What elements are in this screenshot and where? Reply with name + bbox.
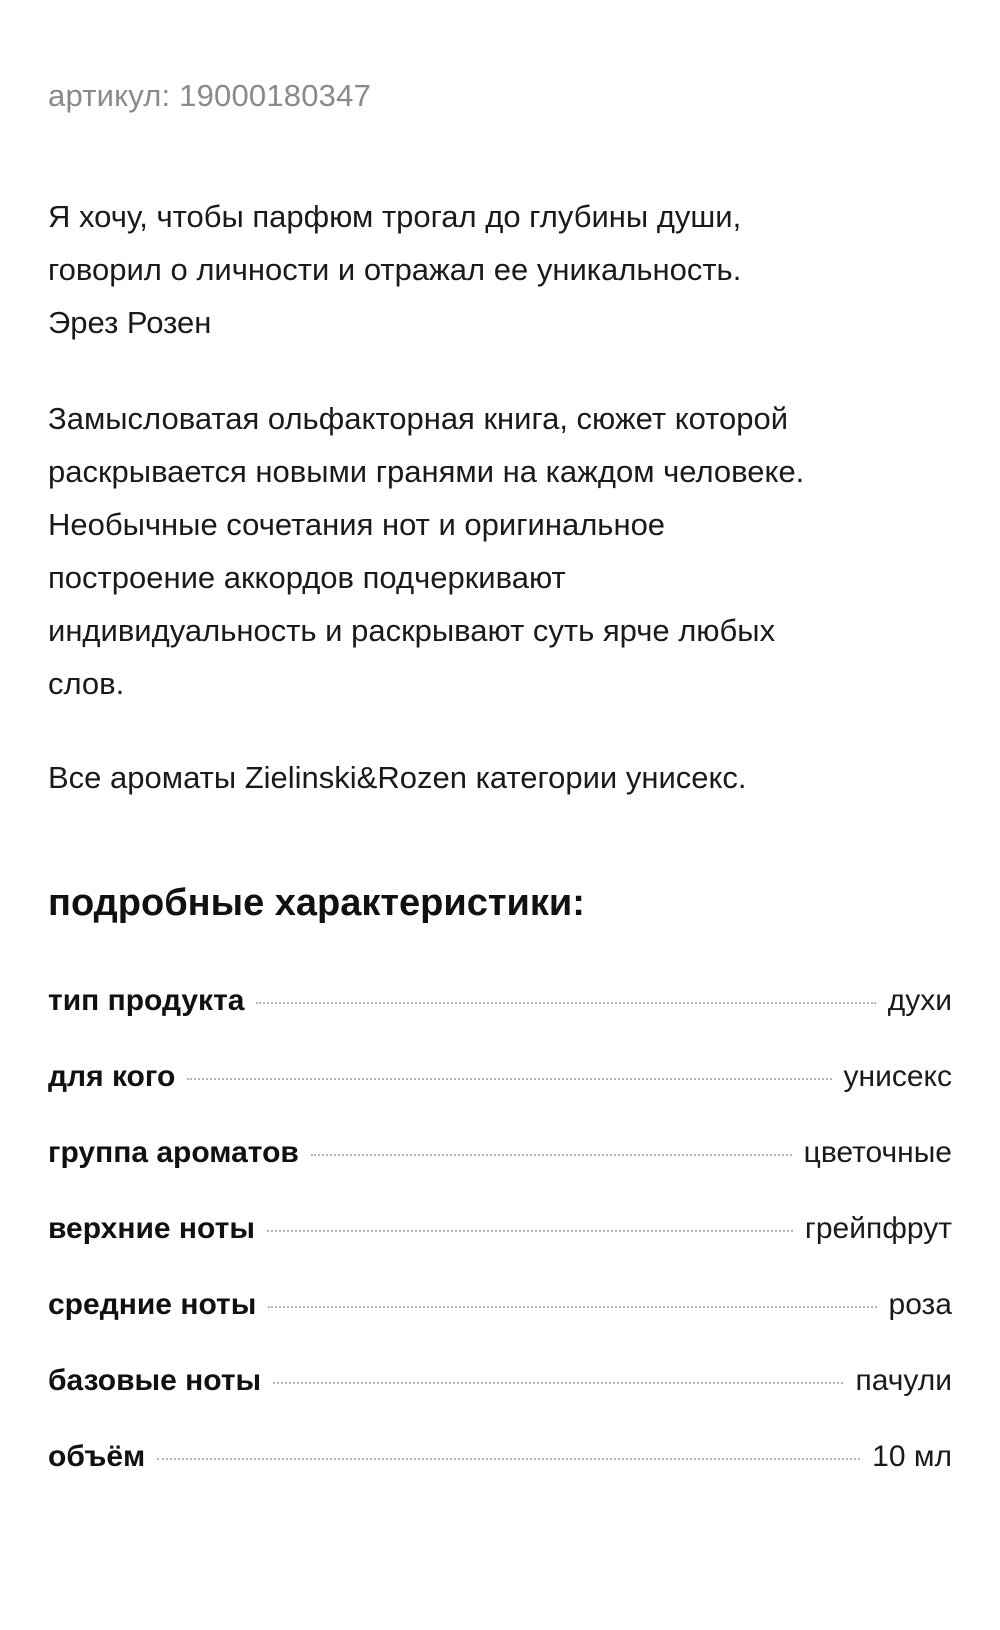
designer-quote bbox=[48, 190, 741, 349]
unisex-note bbox=[48, 751, 747, 804]
spec-row-fragrance-group bbox=[48, 1136, 952, 1212]
specs-list bbox=[48, 984, 952, 1516]
sku-label: артикул: 19000180347 bbox=[48, 78, 372, 113]
spec-value: унисекс bbox=[843, 1060, 952, 1093]
dotted-leader bbox=[157, 1458, 860, 1460]
spec-value: 10 мл bbox=[872, 1440, 952, 1473]
spec-value: роза bbox=[888, 1288, 952, 1321]
quote-author: Эрез Розен bbox=[48, 305, 212, 340]
dotted-leader bbox=[187, 1078, 831, 1080]
spec-value: пачули bbox=[855, 1364, 952, 1397]
spec-value: цветочные bbox=[803, 1136, 952, 1169]
spec-row-volume bbox=[48, 1440, 952, 1516]
dotted-leader bbox=[311, 1154, 792, 1156]
spec-label: для кого bbox=[48, 1060, 176, 1093]
quote-line: Я хочу, чтобы парфюм трогал до глубины души, bbox=[48, 199, 742, 234]
note-line: Все ароматы Zielinski&Rozen категории унисекс. bbox=[48, 760, 747, 795]
quote-line: говорил о личности и отражал ее уникальность. bbox=[48, 252, 742, 287]
dotted-leader bbox=[273, 1382, 843, 1384]
product-description bbox=[48, 392, 804, 710]
spec-value: грейпфрут bbox=[804, 1212, 952, 1245]
spec-label: объём bbox=[48, 1440, 146, 1473]
spec-label: тип продукта bbox=[48, 984, 245, 1017]
dotted-leader bbox=[267, 1230, 793, 1232]
description-line: раскрывается новыми гранями на каждом человеке. bbox=[48, 454, 805, 489]
dotted-leader bbox=[268, 1306, 876, 1308]
spec-row-for-whom bbox=[48, 1060, 952, 1136]
spec-row-middle-notes bbox=[48, 1288, 952, 1364]
spec-label: средние ноты bbox=[48, 1288, 257, 1321]
description-line: слов. bbox=[48, 666, 125, 701]
spec-row-product-type bbox=[48, 984, 952, 1060]
spec-label: группа ароматов bbox=[48, 1136, 299, 1169]
dotted-leader bbox=[256, 1002, 875, 1004]
spec-row-top-notes bbox=[48, 1212, 952, 1288]
description-line: построение аккордов подчеркивают bbox=[48, 560, 566, 595]
description-line: Необычные сочетания нот и оригинальное bbox=[48, 507, 666, 542]
description-line: индивидуальность и раскрывают суть ярче любых bbox=[48, 613, 776, 648]
spec-value: духи bbox=[887, 984, 952, 1017]
specs-heading: подробные характеристики: bbox=[48, 882, 585, 924]
spec-row-base-notes bbox=[48, 1364, 952, 1440]
spec-label: базовые ноты bbox=[48, 1364, 262, 1397]
description-line: Замысловатая ольфакторная книга, сюжет которой bbox=[48, 401, 789, 436]
spec-label: верхние ноты bbox=[48, 1212, 255, 1245]
